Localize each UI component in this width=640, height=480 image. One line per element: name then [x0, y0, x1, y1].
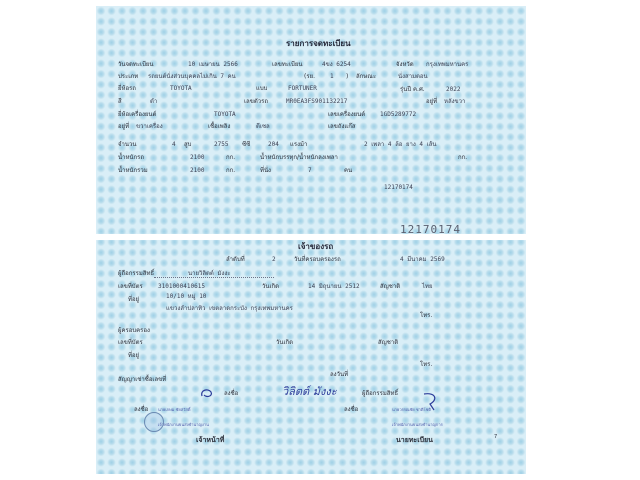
contract-label: สัญญาเช่าซื้อเลขที่: [118, 376, 167, 383]
engine-position-value: ขวาเครื่อง: [136, 123, 163, 130]
seats-unit: คน: [344, 167, 353, 174]
holder-signature-mark: [198, 386, 224, 400]
page-number: 7: [494, 434, 498, 440]
id-label: เลขที่บัตร: [118, 283, 143, 290]
birth-label: วันเกิด: [262, 283, 280, 290]
color-value: ดำ: [150, 98, 158, 105]
axle-value: 2 เพลา 4 ล้อ ยาง 4 เส้น: [364, 141, 437, 148]
left-sign-label: ลงชื่อ: [134, 406, 149, 413]
nationality-label: สัญชาติ: [380, 283, 401, 290]
rs-close: ): [346, 73, 349, 80]
reg-date-label: วันจดทะเบียน: [118, 61, 154, 68]
fuel-label: เชื้อเพลิง: [208, 123, 231, 130]
model-value: FORTUNER: [288, 85, 317, 92]
style-label: ลักษณะ: [356, 73, 377, 80]
address-line1: 10/10 หมู่ 10: [166, 293, 207, 300]
registration-document: [96, 6, 526, 474]
holder-signature-role: ผู้ถือกรรมสิทธิ์: [362, 390, 399, 397]
birth-value: 14 มิถุนายน 2512: [308, 283, 360, 290]
engine-no-value: 1GD5289772: [380, 111, 417, 118]
seats-label: ที่นั่ง: [260, 167, 271, 174]
contract-date-label: ลงวันที่: [330, 371, 349, 378]
hp-unit: แรงม้า: [290, 141, 308, 148]
hp-value: 204: [268, 141, 279, 148]
possess-date-label: วันที่ครอบครองรถ: [294, 256, 341, 263]
nationality-value: ไทย: [422, 283, 433, 290]
vehicle-type-value: รถยนต์นั่งส่วนบุคคลไม่เกิน 7 คน: [148, 73, 236, 80]
owner-title: เจ้าของรถ: [298, 242, 334, 251]
year-value: 2022: [446, 86, 461, 93]
vehicle-type-label: ประเภท: [118, 73, 139, 80]
possessor-birth-label: วันเกิด: [276, 339, 294, 346]
rs-value: 1: [330, 73, 334, 80]
right-stamp-name: นายวรรณชัย ชาติโชติ: [392, 407, 431, 412]
left-stamp-role: เจ้าพนักงานขนส่งชำนาญงาน: [158, 422, 209, 427]
officer-title: เจ้าหน้าที่: [196, 436, 225, 444]
cc-unit: ซีซี: [242, 141, 251, 148]
registrar-signature-mark: [418, 390, 444, 412]
order-value: 2: [272, 256, 276, 263]
owner-tel-label: โทร.: [420, 312, 433, 319]
engine-brand-label: ยี่ห้อเครื่องยนต์: [118, 111, 157, 118]
load-label: น้ำหนักบรรทุก/น้ำหนักลงเพลา: [260, 154, 338, 161]
registrar-title: นายทะเบียน: [396, 436, 433, 444]
brand-value: TOYOTA: [170, 85, 192, 92]
serial-number-large: 12170174: [400, 223, 461, 236]
possessor-id-label: เลขที่บัตร: [118, 339, 143, 346]
reg-date-value: 10 เมษายน 2566: [188, 61, 238, 68]
rs-label: (รย.: [304, 73, 315, 80]
holder-label: ผู้ถือกรรมสิทธิ์: [118, 270, 155, 277]
total-weight-unit: กก.: [226, 167, 236, 174]
section-divider: [96, 234, 526, 240]
possess-date-value: 4 มีนาคม 2569: [400, 256, 445, 263]
vehicle-weight-value: 2100: [190, 154, 205, 161]
brand-label: ยี่ห้อรถ: [118, 85, 136, 92]
possessor-address-label: ที่อยู่: [128, 352, 140, 359]
load-unit: กก.: [458, 154, 468, 161]
plate-value: 4ขง 6254: [322, 61, 351, 68]
chassis-position-value: หลังขวา: [444, 98, 466, 105]
vehicle-weight-label: น้ำหนักรถ: [118, 154, 145, 161]
possessor-nationality-label: สัญชาติ: [378, 339, 399, 346]
possessor-tel-label: โทร.: [420, 361, 433, 368]
vehicle-weight-unit: กก.: [226, 154, 236, 161]
total-weight-value: 2100: [190, 167, 205, 174]
color-label: สี: [118, 98, 122, 105]
cylinders-value: 4: [172, 141, 176, 148]
holder-sign-label: ลงชื่อ: [224, 390, 239, 397]
plate-label: เลขทะเบียน: [272, 61, 303, 68]
province-label: จังหวัด: [396, 61, 414, 68]
handwritten-signature-name: วิลิตต์ มังงะ: [282, 385, 337, 398]
model-label: แบบ: [256, 85, 268, 92]
engine-brand-value: TOYOTA: [214, 111, 236, 118]
cylinders-unit: สูบ: [184, 141, 192, 148]
chassis-value: MR0EA3FS901132217: [286, 98, 348, 105]
address-label: ที่อยู่: [128, 296, 140, 303]
style-value: นั่งสามตอน: [398, 73, 428, 80]
possessor-label: ผู้ครอบครอง: [118, 327, 150, 334]
right-sign-label: ลงชื่อ: [344, 406, 359, 413]
province-value: กรุงเทพมหานคร: [426, 61, 469, 68]
total-weight-label: น้ำหนักรวม: [118, 167, 148, 174]
cc-value: 2755: [214, 141, 229, 148]
engine-no-label: เลขเครื่องยนต์: [328, 111, 366, 118]
seats-value: 7: [308, 167, 312, 174]
engine-position-label: อยู่ที่: [118, 123, 130, 130]
fuel-value: ดีเซล: [256, 123, 270, 130]
id-value: 3101000410615: [158, 283, 205, 290]
chassis-position-label: อยู่ที่: [426, 98, 438, 105]
registration-title: รายการจดทะเบียน: [286, 39, 351, 48]
cylinders-label: จำนวน: [118, 141, 137, 148]
year-label: รุ่นปี ค.ศ.: [400, 86, 425, 93]
left-stamp-name: นายเกษม ชัยสวัสดิ์: [158, 407, 191, 412]
address-line2: แขวงลำปลาทิว เขตลาดกระบัง กรุงเทพมหานคร: [166, 305, 293, 312]
holder-value: นายวิลิตต์ มังงะ: [188, 270, 231, 277]
serial-number: 12170174: [384, 184, 413, 191]
gas-tank-label: เลขถังแก๊ส: [328, 123, 356, 130]
right-stamp-role: เจ้าพนักงานขนส่งชำนาญการ: [392, 422, 443, 427]
order-label: ลำดับที่: [226, 256, 245, 263]
holder-underline: [154, 277, 274, 278]
chassis-label: เลขตัวรถ: [244, 98, 268, 105]
